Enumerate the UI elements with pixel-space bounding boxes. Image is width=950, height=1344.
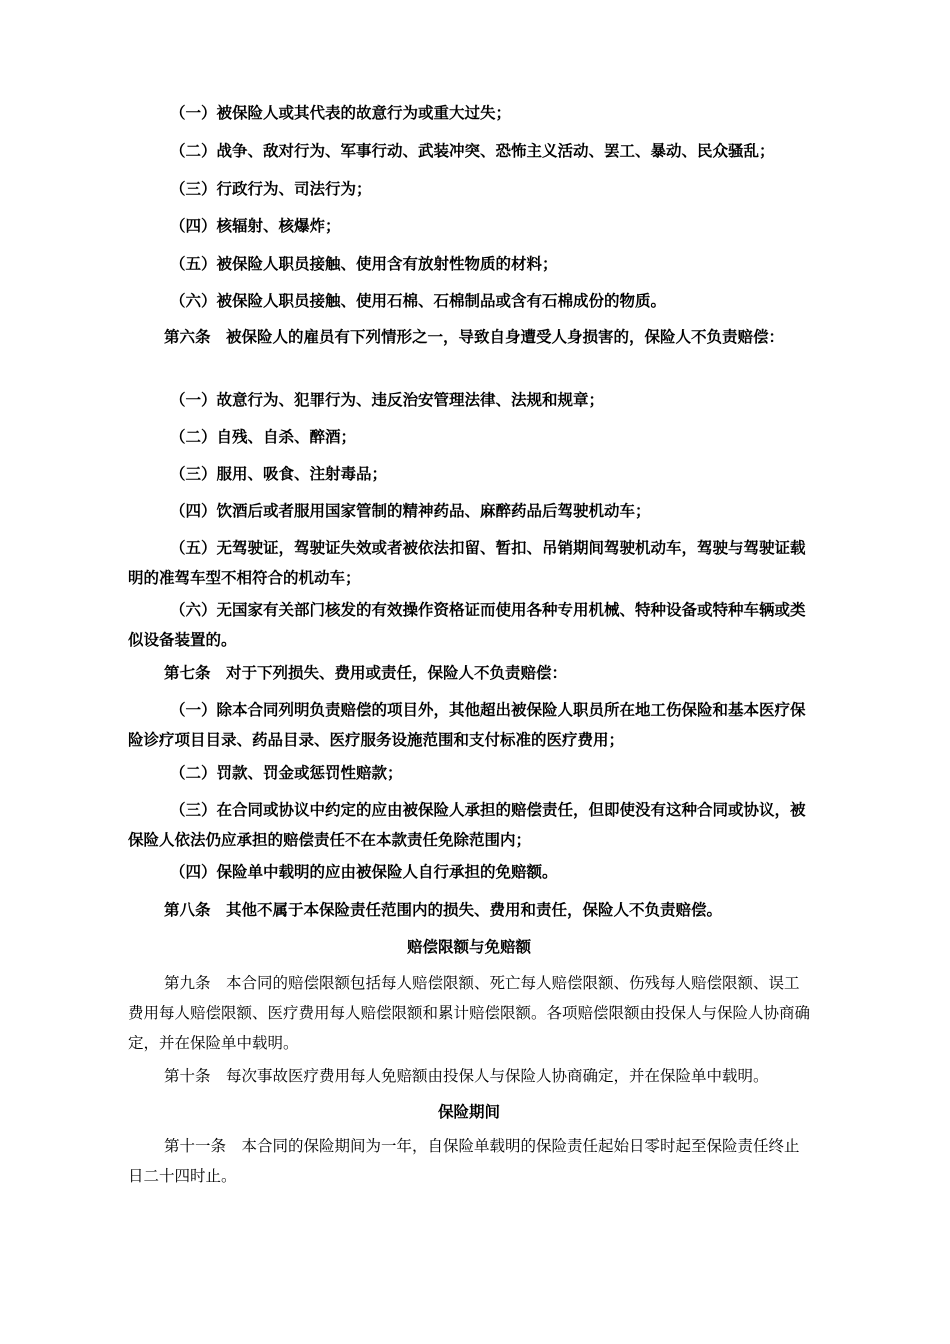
article-6-item-3: （三）服用、吸食、注射毒品； [170, 465, 388, 483]
exclusion-item-2: （二）战争、敌对行为、军事行动、武装冲突、恐怖主义活动、罢工、暴动、民众骚乱； [170, 142, 775, 160]
article-6-item-1: （一）故意行为、犯罪行为、违反治安管理法律、法规和规章； [170, 391, 605, 409]
article-7-item-2: （二）罚款、罚金或惩罚性赔款； [170, 764, 403, 782]
exclusion-item-4: （四）核辐射、核爆炸； [170, 217, 341, 235]
article-11: 第十一条 本合同的保险期间为一年，自保险单载明的保险责任起始日零时起至保险责任终止日二十四时止。 [128, 1137, 800, 1185]
exclusion-item-6: （六）被保险人职员接触、使用石棉、石棉制品或含有石棉成份的物质。 [170, 292, 667, 310]
section-heading-period: 保险期间 [437, 1103, 500, 1121]
article-7-item-4: （四）保险单中载明的应由被保险人自行承担的免赔额。 [170, 863, 558, 881]
article-8: 第八条 其他不属于本保险责任范围内的损失、费用和责任，保险人不负责赔偿。 [164, 901, 723, 919]
exclusion-item-5: （五）被保险人职员接触、使用含有放射性物质的材料； [170, 255, 558, 273]
exclusion-item-3: （三）行政行为、司法行为； [170, 180, 372, 198]
article-9: 第九条 本合同的赔偿限额包括每人赔偿限额、死亡每人赔偿限额、伤残每人赔偿限额、误工费用每人赔偿限额、医疗费用每人赔偿限额和累计赔偿限额。各项赔偿限额由投保人与保险人协商确定，并在保险单中载明。 [128, 974, 811, 1052]
article-7-item-1: （一）除本合同列明负责赔偿的项目外，其他超出被保险人职员所在地工伤保险和基本医疗保险诊疗项目目录、药品目录、医疗服务设施范围和支付标准的医疗费用； [128, 701, 806, 749]
article-10: 第十条 每次事故医疗费用每人免赔额由投保人与保险人协商确定，并在保险单中载明。 [164, 1067, 769, 1085]
article-7-item-3: （三）在合同或协议中约定的应由被保险人承担的赔偿责任，但即使没有这种合同或协议，被保险人依法仍应承担的赔偿责任不在本款责任免除范围内； [128, 801, 806, 849]
article-6: 第六条 被保险人的雇员有下列情形之一，导致自身遭受人身损害的，保险人不负责赔偿： [164, 328, 785, 346]
exclusion-item-1: （一）被保险人或其代表的故意行为或重大过失； [170, 104, 512, 122]
article-6-item-2: （二）自残、自杀、醉酒； [170, 428, 357, 446]
article-6-item-6: （六）无国家有关部门核发的有效操作资格证而使用各种专用机械、特种设备或特种车辆或类似设备装置的。 [128, 601, 806, 649]
article-6-item-4: （四）饮酒后或者服用国家管制的精神药品、麻醉药品后驾驶机动车； [170, 502, 651, 520]
section-heading-limits: 赔偿限额与免赔额 [406, 938, 531, 956]
article-6-item-5: （五）无驾驶证，驾驶证失效或者被依法扣留、暂扣、吊销期间驾驶机动车，驾驶与驾驶证载明的准驾车型不相符合的机动车； [128, 539, 806, 587]
article-7: 第七条 对于下列损失、费用或责任，保险人不负责赔偿： [164, 664, 568, 682]
